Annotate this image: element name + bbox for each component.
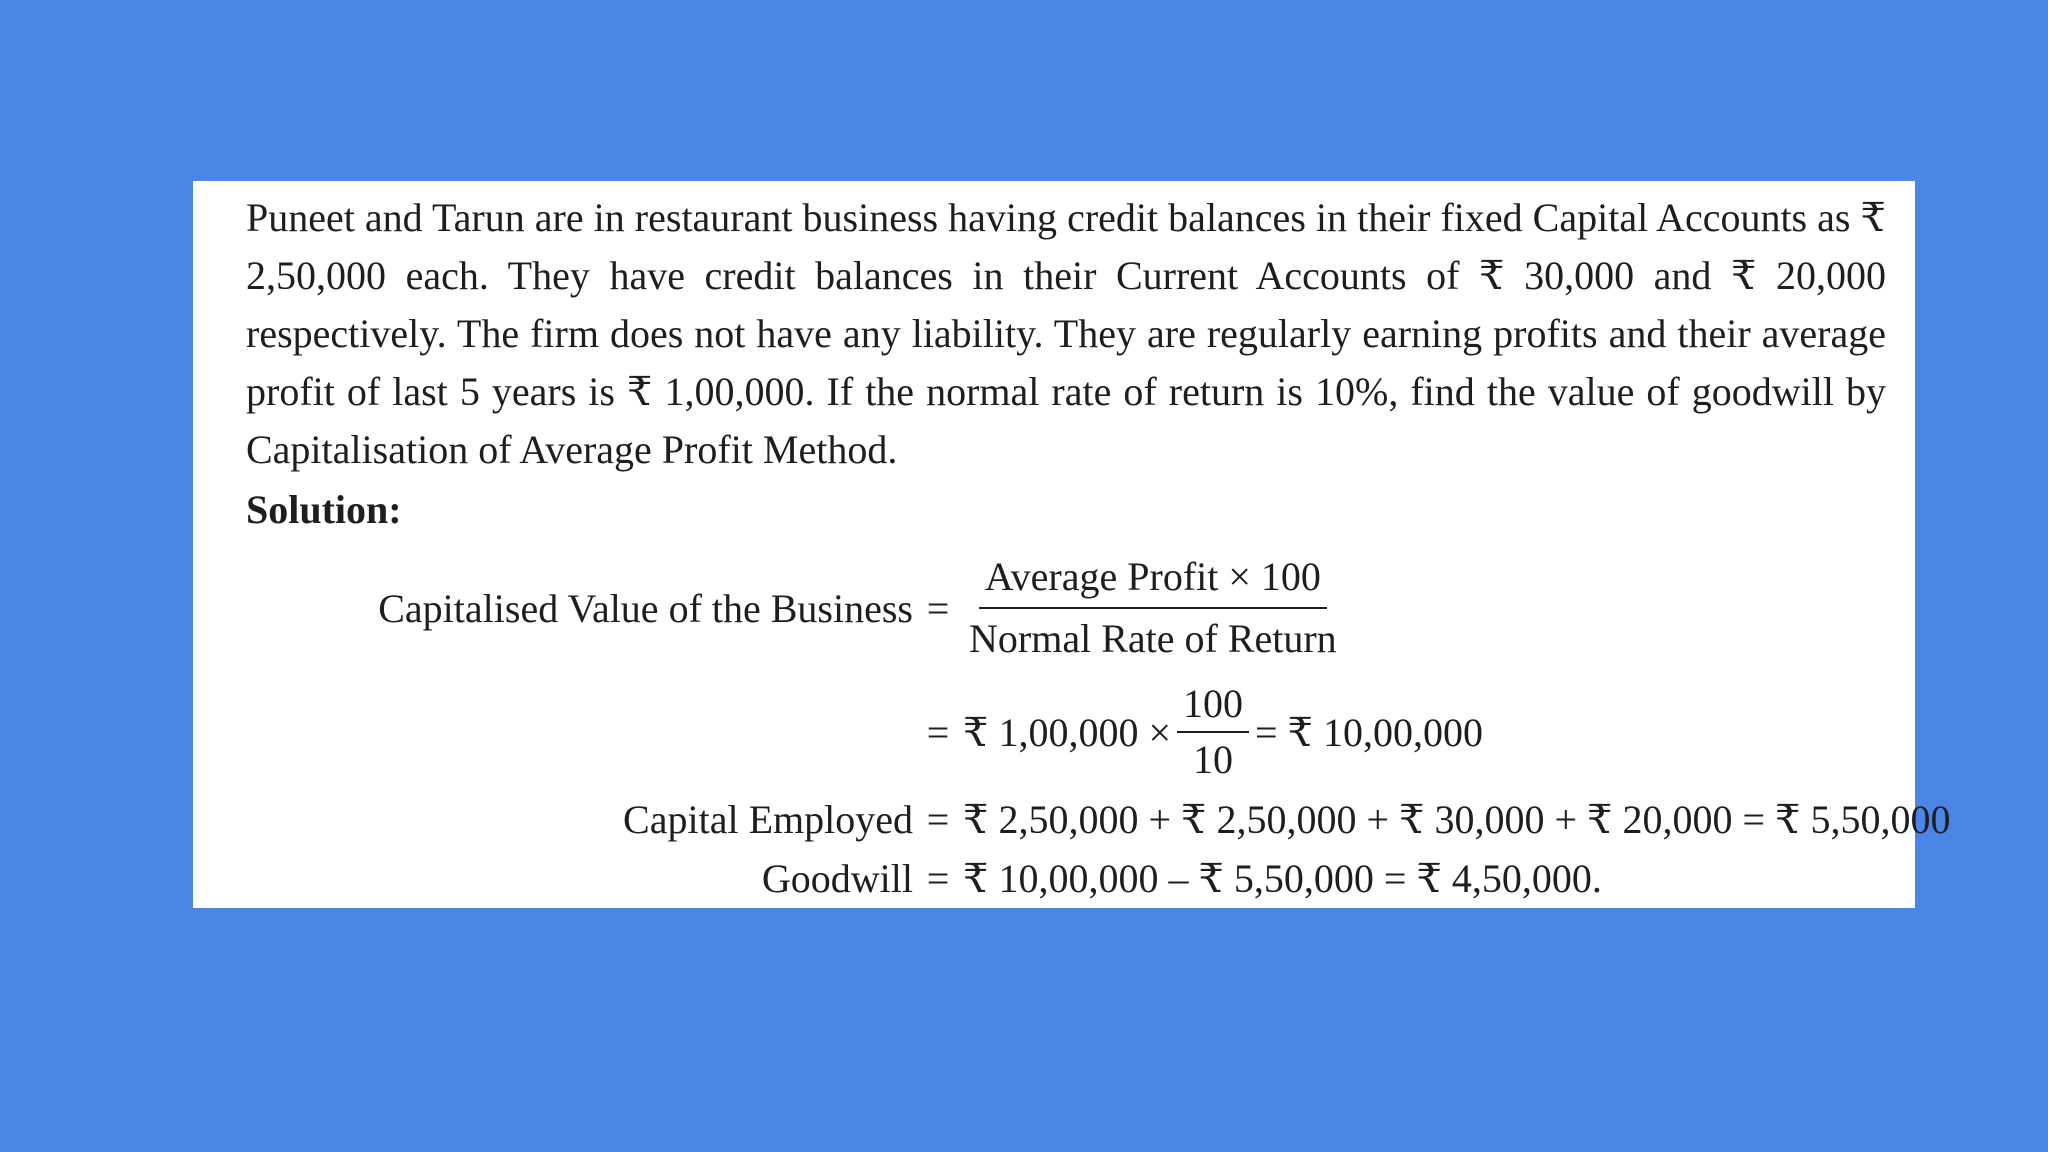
calculation-result: = ₹ 10,00,000 <box>1255 709 1484 755</box>
goodwill-label: Goodwill <box>761 856 913 901</box>
capitalised-value-label: Capitalised Value of the Business <box>378 585 913 631</box>
equals-sign: = <box>926 709 950 755</box>
capitalised-value-calculation <box>913 681 1483 783</box>
capitalised-value-formula <box>318 551 1343 665</box>
fraction-numerator: Average Profit × 100 <box>979 551 1327 609</box>
capitalised-value-fraction <box>963 551 1343 665</box>
problem-statement: Puneet and Tarun are in restaurant business having credit balances in their fixed Capital Accounts as ₹ 2,50,000 each. They have credit balances in their Current Accounts of ₹ 30,000 and ₹ 20,000 respectively. The firm does not have any liability. They are regularly earning profits and their average profit of last 5 years is ₹ 1,00,000. If the normal rate of return is 10%, find the value of goodwill by Capitalisation of Average Profit Method. <box>246 195 1886 472</box>
calculation-prefix: ₹ 1,00,000 × <box>963 709 1172 755</box>
solution-heading: Solution: <box>246 487 402 532</box>
capital-employed-expression: ₹ 2,50,000 + ₹ 2,50,000 + ₹ 30,000 + ₹ 20,000 = ₹ 5,50,000 <box>963 797 1951 842</box>
fraction-numerator: 100 <box>1177 681 1249 733</box>
equals-sign: = <box>926 585 950 631</box>
fraction-denominator: 10 <box>1193 737 1234 782</box>
solution-card <box>193 181 1951 908</box>
calculation-fraction <box>1177 681 1249 783</box>
equals-sign: = <box>926 856 950 901</box>
fraction-denominator: Normal Rate of Return <box>969 616 1337 661</box>
equals-sign: = <box>926 797 950 842</box>
capital-employed-row <box>573 796 1950 843</box>
capital-employed-label: Capital Employed <box>623 797 913 842</box>
goodwill-expression: ₹ 10,00,000 – ₹ 5,50,000 = ₹ 4,50,000. <box>963 856 1602 901</box>
goodwill-row <box>573 855 1602 902</box>
